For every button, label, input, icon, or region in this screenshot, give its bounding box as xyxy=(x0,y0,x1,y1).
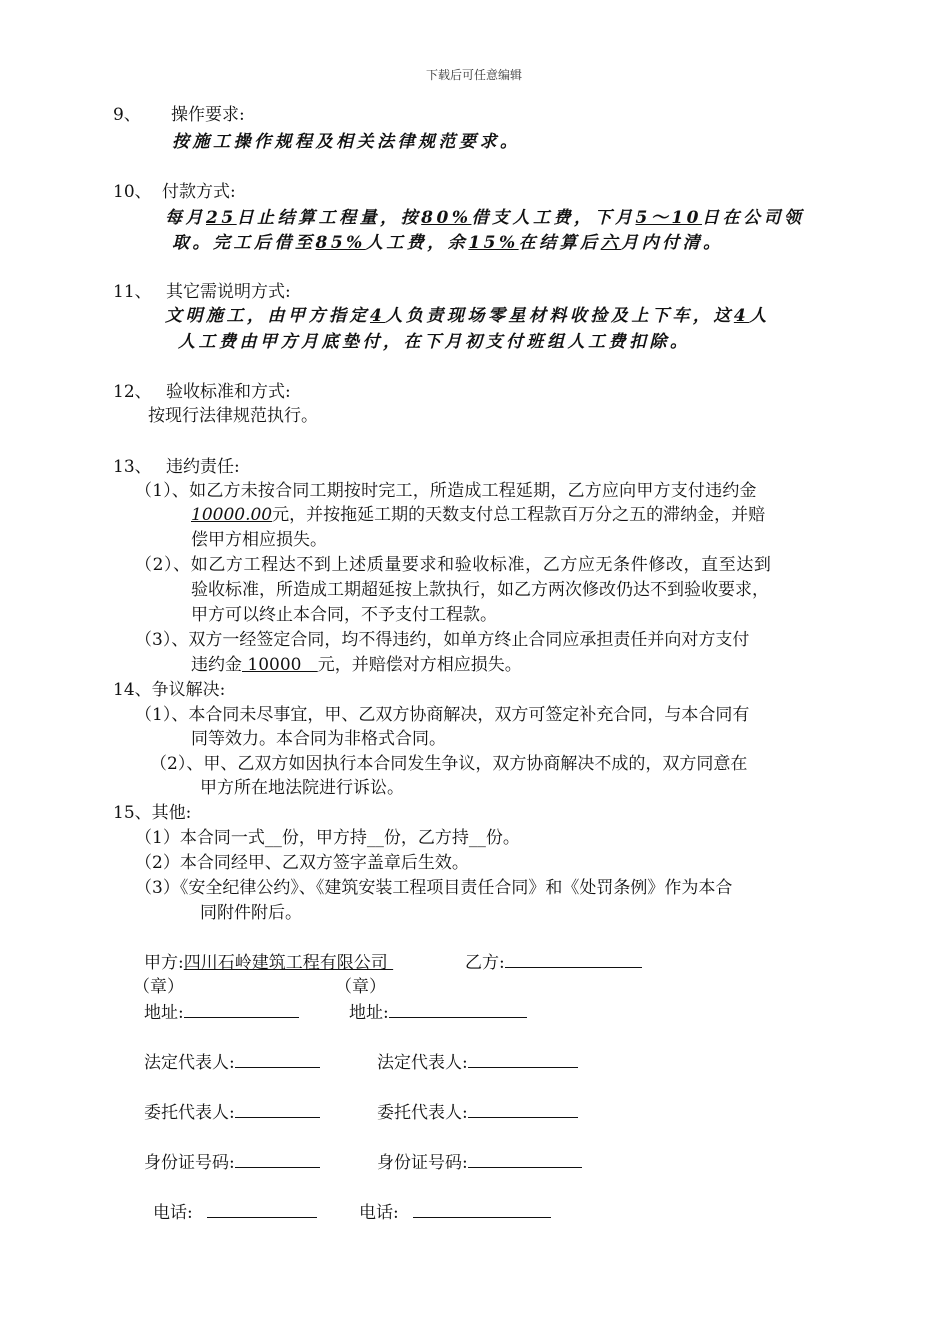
section-13-item-1-line-1: （1）、如乙方未按合同工期按时完工，所造成工程延期，乙方应向甲方支付违约金 xyxy=(135,481,757,501)
section-10-title: 付款方式: xyxy=(162,182,236,202)
remaining-percent: 15% xyxy=(468,233,519,253)
section-13-item-3-line-2: 违约金 10000 元，并赔偿对方相应损失。 xyxy=(191,655,522,675)
party-a-seal: （章） xyxy=(133,977,184,997)
party-a-id-number: 身份证号码: xyxy=(144,1148,320,1173)
party-b-phone: 电话: xyxy=(359,1198,551,1223)
section-14-item-1-line-2: 同等效力。本合同为非格式合同。 xyxy=(191,729,446,749)
breach-amount: 10000 xyxy=(242,655,318,675)
party-b-agent: 委托代表人: xyxy=(377,1098,578,1123)
party-b-legal-rep: 法定代表人: xyxy=(377,1048,578,1073)
party-b-line xyxy=(465,948,642,973)
party-a-legal-rep: 法定代表人: xyxy=(144,1048,320,1073)
section-13-item-2-line-3: 甲方可以终止本合同，不予支付工程款。 xyxy=(191,605,497,625)
party-b-label: 乙方: xyxy=(465,953,505,973)
party-a-phone: 电话: xyxy=(153,1198,317,1223)
settlement-day: 25 xyxy=(206,208,237,228)
section-15-item-2: （2）本合同经甲、乙双方签字盖章后生效。 xyxy=(135,853,469,873)
section-15-item-3-line-2: 同附件附后。 xyxy=(200,903,302,923)
section-11-title: 其它需说明方式: xyxy=(166,282,291,302)
section-13-number: 13、 xyxy=(113,457,152,477)
workers-count-2: 4 xyxy=(733,306,750,326)
section-13-item-2-line-1: （2）、如乙方工程达不到上述质量要求和验收标准，乙方应无条件修改，直至达到 xyxy=(135,555,772,575)
party-a-label: 甲方: xyxy=(144,953,184,973)
section-11-line-1: 文明施工，由甲方指定4人负责现场零星材料收捡及上下车，这4人 xyxy=(165,306,770,326)
party-b-blank xyxy=(505,950,642,968)
workers-count-1: 4 xyxy=(370,306,386,326)
section-12-body: 按现行法律规范执行。 xyxy=(148,406,318,426)
section-13-item-3-line-1: （3）、双方一经签定合同，均不得违约，如单方终止合同应承担责任并向对方支付 xyxy=(135,630,750,650)
section-11-line-2: 人工费由甲方月底垫付，在下月初支付班组人工费扣除。 xyxy=(178,332,691,352)
section-13-item-1-line-2: 10000.00元，并按拖延工期的天数支付总工程款百万分之五的滞纳金，并赔 xyxy=(191,505,766,525)
section-11-number: 11、 xyxy=(113,282,152,302)
section-13-title: 违约责任: xyxy=(166,457,240,477)
section-14-item-2-line-2: 甲方所在地法院进行诉讼。 xyxy=(200,778,404,798)
section-9-number: 9、 xyxy=(113,105,141,125)
section-13-item-1-line-3: 偿甲方相应损失。 xyxy=(191,530,327,550)
party-a-address: 地址: xyxy=(144,998,299,1023)
party-a-agent: 委托代表人: xyxy=(144,1098,320,1123)
advance-percent: 80% xyxy=(421,208,472,228)
section-14-item-2-line-1: （2）、甲、乙双方如因执行本合同发生争议，双方协商解决不成的，双方同意在 xyxy=(150,754,748,774)
section-14-title: 14、争议解决: xyxy=(113,680,226,700)
page-header: 下载后可任意编辑 xyxy=(426,68,523,82)
pay-day-range: 5～10 xyxy=(635,208,702,228)
section-10-line-2: 取。完工后借至85%人工费，余15%在结算后六月内付清。 xyxy=(172,233,724,253)
section-15-title: 15、其他: xyxy=(113,803,192,823)
party-a-company: 四川石岭建筑工程有限公司 xyxy=(183,953,394,973)
party-b-address: 地址: xyxy=(349,998,527,1023)
section-12-number: 12、 xyxy=(113,382,152,402)
months-count: 六 xyxy=(600,233,622,253)
party-b-seal: （章） xyxy=(335,977,386,997)
section-10-line-1: 每月25日止结算工程量，按80%借支人工费，下月5～10日在公司领 xyxy=(165,208,805,228)
party-b-id-number: 身份证号码: xyxy=(377,1148,582,1173)
section-15-item-3-line-1: （3）《安全纪律公约》、《建筑安装工程项目责任合同》和《处罚条例》作为本合 xyxy=(135,878,733,898)
completion-percent: 85% xyxy=(315,233,366,253)
section-10-number: 10、 xyxy=(113,182,152,202)
section-14-item-1-line-1: （1）、本合同未尽事宜，甲、乙双方协商解决，双方可签定补充合同，与本合同有 xyxy=(135,705,750,725)
section-15-item-1: （1）本合同一式__份，甲方持__份，乙方持__份。 xyxy=(135,828,520,848)
party-a-line xyxy=(144,948,393,973)
section-12-title: 验收标准和方式: xyxy=(166,382,291,402)
penalty-amount: 10000.00 xyxy=(191,505,273,525)
section-13-item-2-line-2: 验收标准，所造成工期超延按上款执行，如乙方两次修改仍达不到验收要求， xyxy=(191,580,769,600)
section-9-title: 操作要求: xyxy=(171,105,245,125)
section-9-body: 按施工操作规程及相关法律规范要求。 xyxy=(172,132,521,152)
